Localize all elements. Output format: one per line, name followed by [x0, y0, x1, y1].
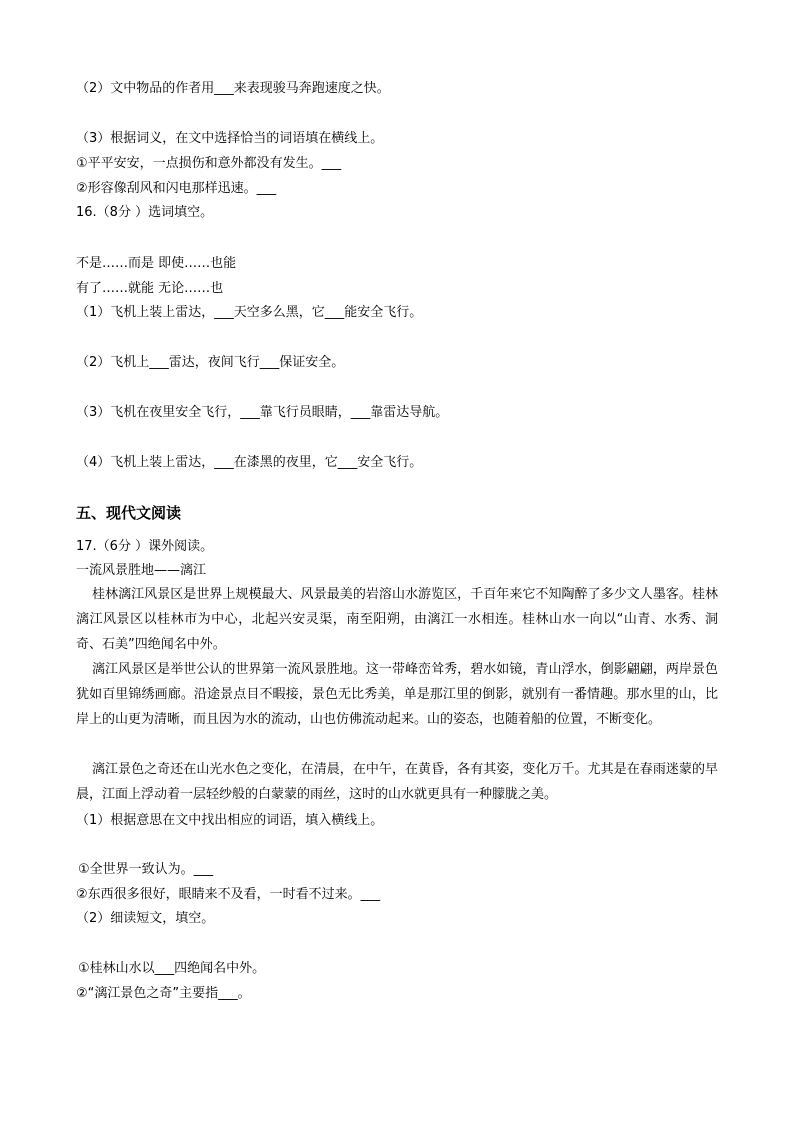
q16-header: 16.（8分 ）选词填空。 [76, 205, 214, 220]
q16-options-row2: 有了……就能 无论……也 [76, 281, 224, 296]
q17-header: 17.（6分 ）课外阅读。 [76, 539, 214, 554]
q16-options-row1: 不是……而是 即使……也能 [76, 256, 237, 271]
q15-sub2: （2）文中物品的作者用___来表现骏马奔跑速度之快。 [76, 81, 390, 96]
q17-sub1-item2: ②东西很多很好，眼睛来不及看，一时看不过来。___ [76, 887, 381, 902]
passage-paragraph-3: 漓江景色之奇还在山光水色之变化，在清晨，在中午，在黄昏，各有其姿，变化万千。尤其是在春雨迷蒙的早晨，江面上浮动着一层轻纱般的白蒙蒙的雨丝，这时的山水就更具有一种朦胧之美。 [76, 762, 718, 802]
q17-sub1: （1）根据意思在文中找出相应的词语，填入横线上。 [76, 813, 384, 828]
passage-title: 一流风景胜地——漓江 [76, 563, 207, 578]
q17-sub2: （2）细读短文，填空。 [76, 911, 215, 926]
passage-paragraph-1: 桂林漓江风景区是世界上规模最大、风景最美的岩溶山水游览区，千百年来它不知陶醉了多少文人墨客。桂林漓江风景区以桂林市为中心，北起兴安灵渠，南至阳朔，由漓江一水相连。桂林山水一向以“山青、水秀、洞奇、石美”四绝闻名中外。 [76, 587, 718, 652]
q16-sub2: （2）飞机上___雷达，夜间飞行___保证安全。 [76, 355, 345, 370]
section-title: 五、现代文阅读 [76, 504, 182, 522]
q17-sub2-item1: ①桂林山水以___四绝闻名中外。 [78, 961, 266, 976]
q16-sub4: （4）飞机上装上雷达，___在漆黑的夜里，它___安全飞行。 [76, 455, 423, 470]
passage-paragraph-2: 漓江风景区是举世公认的世界第一流风景胜地。这一带峰峦耸秀，碧水如镜，青山浮水，倒影翩翩，两岸景色犹如百里锦绣画廊。沿途景点目不暇接，景色无比秀美，单是那江里的倒影，就别有一番情趣。那水里的山，比岸上的山更为清晰，而且因为水的流动，山也仿佛流动起来。山的姿态，也随着船的位置，不断变化。 [76, 662, 718, 727]
q15-sub3: （3）根据词义，在文中选择恰当的词语填在横线上。 [76, 131, 384, 146]
q16-sub1: （1）飞机上装上雷达，___天空多么黑，它___能安全飞行。 [76, 305, 423, 320]
q15-item1: ①平平安安，一点损伤和意外都没有发生。___ [76, 156, 342, 171]
q17-sub1-item1: ①全世界一致认为。___ [78, 862, 214, 877]
q15-item2: ②形容像刮风和闪电那样迅速。___ [76, 181, 277, 196]
q17-sub2-item2: ②“漓江景色之奇”主要指___。 [76, 986, 251, 1001]
q16-sub3: （3）飞机在夜里安全飞行，___靠飞行员眼睛，___靠雷达导航。 [76, 405, 449, 420]
